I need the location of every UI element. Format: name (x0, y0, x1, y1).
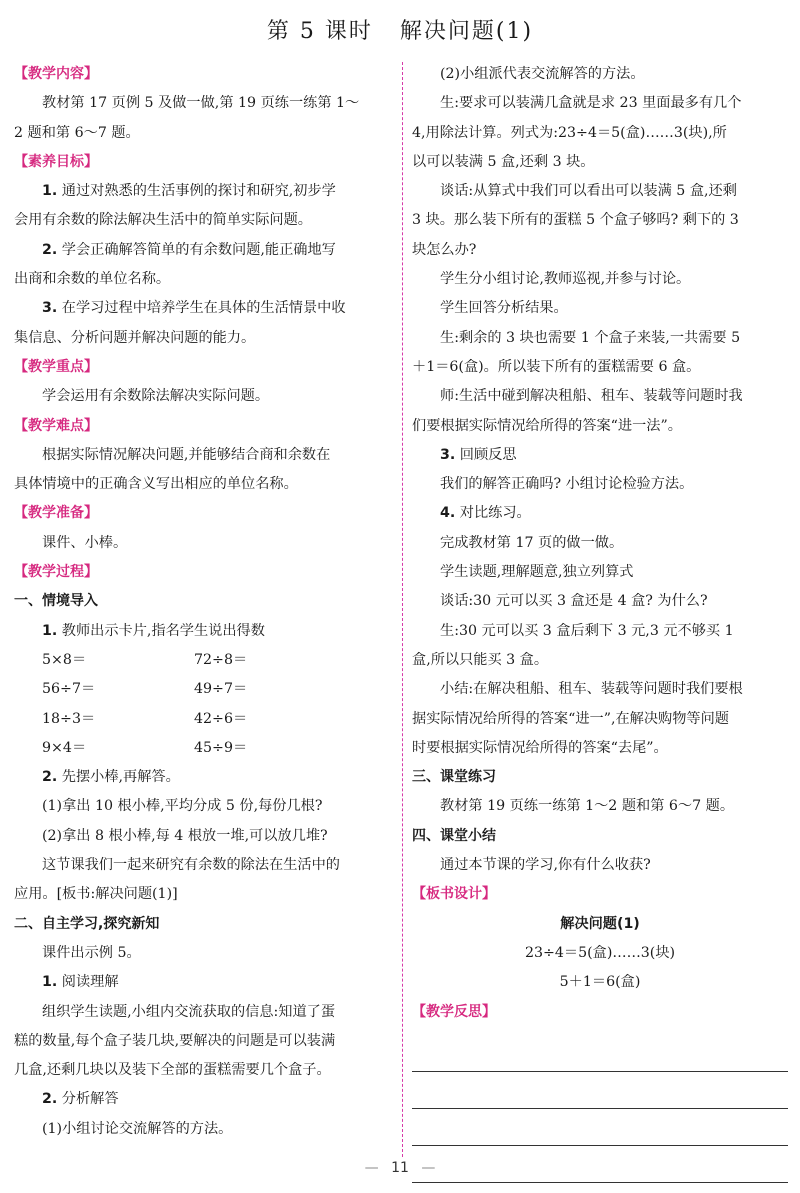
goal-3-line-2: 集信息、分析问题并解决问题的能力。 (14, 329, 256, 346)
right-line-11: ＋1＝6(盒)。所以装下所有的蛋糕需要 6 盒。 (412, 358, 701, 375)
right-line-12: 师:生活中碰到解决租船、租车、装载等问题时我 (440, 388, 743, 405)
board-equation-2: 5＋1＝6(盒) (559, 974, 641, 991)
goal-3-line-1 (14, 294, 396, 323)
compare-line-5: 盒,所以只能买 3 盒。 (412, 651, 549, 668)
compare-line-1: 完成教材第 17 页的做一做。 (440, 534, 624, 551)
right-line-5: 谈话:从算式中我们可以看出可以装满 5 盒,还剩 (440, 183, 737, 200)
left-column (14, 60, 396, 1144)
read-line-2: 糕的数量,每个盒子装几块,要解决的问题是可以装满 (14, 1032, 336, 1049)
intro-line-1: 这节课我们一起来研究有余数的除法在生活中的 (42, 857, 340, 874)
compare-line-4: 生:30 元可以买 3 盒后剩下 3 元,3 元不够买 1 (440, 622, 734, 639)
goal-1-text: 通过对熟悉的生活事例的探讨和研究,初步学 (57, 183, 336, 200)
analyze-step-text: 分析解答 (57, 1091, 119, 1108)
section-tag-reflect: 【教学反思】 (412, 1003, 496, 1020)
goal-2-line-2: 出商和余数的单位名称。 (14, 271, 171, 288)
section-tag-difficulty: 【教学难点】 (14, 417, 98, 434)
right-line-4: 以可以装满 5 盒,还剩 3 块。 (412, 153, 595, 170)
compare-line-8: 时要根据实际情况给所得的答案“去尾”。 (412, 739, 668, 756)
right-line-8: 学生分小组讨论,教师巡视,并参与讨论。 (440, 271, 691, 288)
right-line-1: (2)小组派代表交流解答的方法。 (440, 66, 645, 82)
summary-line: 通过本节课的学习,你有什么收获? (440, 857, 651, 874)
goal-2-line-1 (14, 236, 396, 265)
step-1-number: 1. (42, 622, 58, 639)
board-title: 解决问题(1) (560, 915, 640, 932)
footer-dash-right: — (421, 1160, 436, 1176)
read-step-number: 1. (42, 974, 58, 991)
compare-step-text: 对比练习。 (455, 505, 531, 522)
key-line: 学会运用有余数除法解决实际问题。 (42, 388, 270, 405)
content-line-2: 2 题和第 6～7 题。 (14, 124, 140, 141)
step-1-text: 教师出示卡片,指名学生说出得数 (57, 622, 265, 639)
analyze-step-line (14, 1085, 396, 1114)
difficulty-line-1: 根据实际情况解决问题,并能够结合商和余数在 (42, 446, 331, 463)
compare-step-number: 4. (440, 505, 456, 522)
goal-3-text: 在学习过程中培养学生在具体的生活情景中收 (57, 300, 346, 317)
card-item: 9×4＝ (42, 739, 87, 756)
right-column (412, 60, 788, 1183)
goal-3-number: 3. (42, 300, 58, 317)
step-2-text: 先摆小棒,再解答。 (57, 769, 180, 786)
review-line: 我们的解答正确吗? 小组讨论检验方法。 (440, 476, 694, 493)
review-step-text: 回顾反思 (455, 446, 517, 463)
right-line-13: 们要根据实际情况给所得的答案“进一法”。 (412, 417, 682, 434)
writing-line (412, 1109, 788, 1146)
compare-line-2: 学生读题,理解题意,独立列算式 (440, 564, 634, 581)
right-line-2: 生:要求可以装满几盒就是求 23 里面最多有几个 (440, 95, 742, 112)
right-line-7: 块怎么办? (412, 241, 477, 258)
review-step-line (412, 441, 788, 470)
right-line-10: 生:剩余的 3 块也需要 1 个盒子来装,一共需要 5 (440, 329, 741, 346)
prep-line: 课件、小棒。 (42, 534, 128, 551)
goal-2-text: 学会正确解答简单的有余数问题,能正确地写 (57, 241, 336, 258)
right-line-3: 4,用除法计算。列式为:23÷4＝5(盒)……3(块),所 (412, 124, 727, 141)
card-item: 5×8＝ (42, 651, 87, 668)
section-tag-key: 【教学重点】 (14, 358, 98, 375)
section-tag-process: 【教学过程】 (14, 564, 98, 581)
compare-step-line (412, 499, 788, 528)
read-step-line (14, 968, 396, 997)
right-line-6: 3 块。那么装下所有的蛋糕 5 个盒子够吗? 剩下的 3 (412, 212, 739, 229)
card-row-1 (14, 646, 396, 675)
section-heading-1: 一、情境导入 (14, 593, 98, 610)
section-tag-prep: 【教学准备】 (14, 505, 98, 522)
column-divider (402, 62, 403, 1157)
question-1: (1)拿出 10 根小棒,平均分成 5 份,每份几根? (42, 798, 323, 815)
read-step-text: 阅读理解 (57, 974, 119, 991)
writing-line (412, 1035, 788, 1072)
step-2-line (14, 763, 396, 792)
goal-1-number: 1. (42, 183, 58, 200)
card-item: 42÷6＝ (194, 710, 248, 727)
step-1-line (14, 617, 396, 646)
board-equation-1: 23÷4＝5(盒)……3(块) (524, 944, 676, 961)
analyze-sub-line: (1)小组讨论交流解答的方法。 (42, 1120, 233, 1137)
compare-line-6: 小结:在解决租船、租车、装载等问题时我们要根 (440, 681, 743, 698)
card-row-4 (14, 734, 396, 763)
review-step-number: 3. (440, 446, 456, 463)
read-line-1: 组织学生读题,小组内交流获取的信息:知道了蛋 (42, 1003, 336, 1020)
section-tag-goals: 【素养目标】 (14, 153, 98, 170)
compare-line-3: 谈话:30 元可以买 3 盒还是 4 盒? 为什么? (440, 593, 708, 610)
card-item: 49÷7＝ (194, 681, 248, 698)
section-tag-board: 【板书设计】 (412, 886, 496, 903)
read-line-3: 几盒,还剩几块以及装下全部的蛋糕需要几个盒子。 (14, 1062, 331, 1079)
intro-line-2: 应用。[板书:解决问题(1)] (14, 886, 178, 903)
right-line-9: 学生回答分析结果。 (440, 300, 568, 317)
difficulty-line-2: 具体情境中的正确含义写出相应的单位名称。 (14, 476, 298, 493)
goal-2-number: 2. (42, 241, 58, 258)
question-2: (2)拿出 8 根小棒,每 4 根放一堆,可以放几堆? (42, 827, 328, 844)
page-footer (0, 1160, 800, 1176)
writing-line (412, 1072, 788, 1109)
footer-dash-left: — (364, 1160, 379, 1176)
card-row-3 (14, 705, 396, 734)
card-item: 56÷7＝ (42, 681, 96, 698)
practice-line: 教材第 19 页练一练第 1～2 题和第 6～7 题。 (440, 798, 735, 815)
page-number: 11 (391, 1160, 409, 1176)
example-line: 课件出示例 5。 (42, 944, 141, 961)
card-item: 72÷8＝ (194, 651, 248, 668)
page-title: 第 5 课时 解决问题(1) (266, 19, 534, 44)
section-tag-content: 【教学内容】 (14, 66, 98, 82)
section-heading-3: 三、课堂练习 (412, 769, 496, 786)
card-item: 45÷9＝ (194, 739, 248, 756)
card-item: 18÷3＝ (42, 710, 96, 727)
analyze-step-number: 2. (42, 1091, 58, 1108)
compare-line-7: 据实际情况给所得的答案“进一”,在解决购物等问题 (412, 710, 729, 727)
goal-1-line-1 (14, 177, 396, 206)
section-heading-2: 二、自主学习,探究新知 (14, 915, 160, 932)
card-row-2 (14, 675, 396, 704)
goal-1-line-2: 会用有余数的除法解决生活中的简单实际问题。 (14, 212, 312, 229)
section-heading-4: 四、课堂小结 (412, 827, 496, 844)
step-2-number: 2. (42, 769, 58, 786)
content-line-1: 教材第 17 页例 5 及做一做,第 19 页练一练第 1～ (42, 95, 360, 112)
